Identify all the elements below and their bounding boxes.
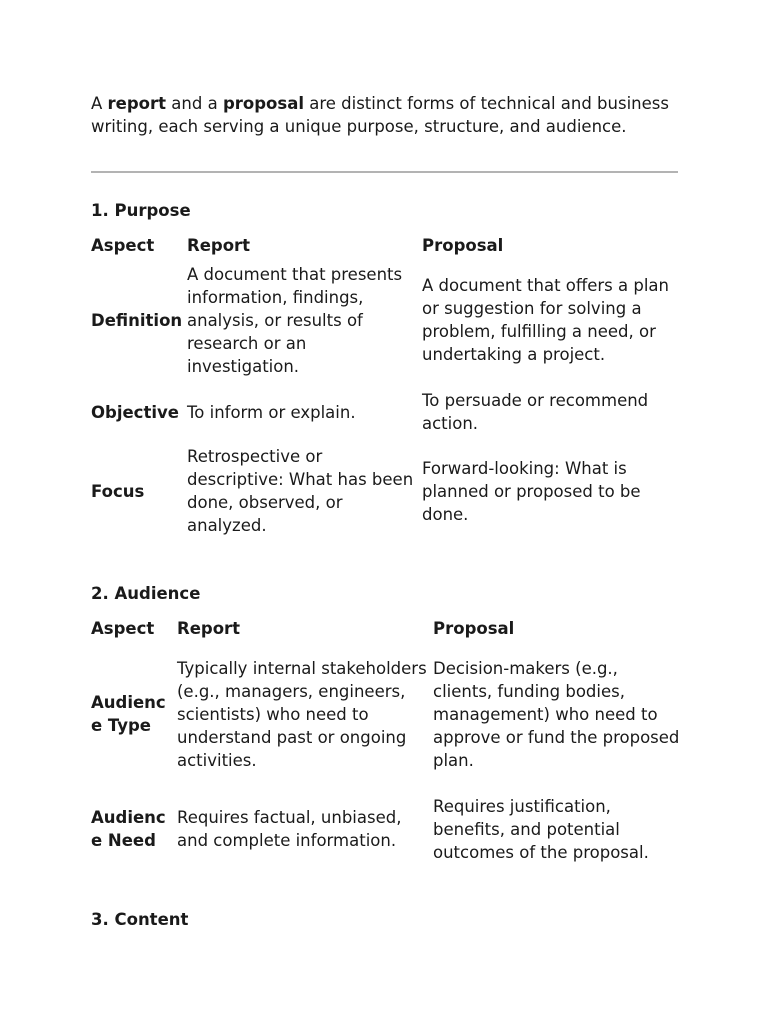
row-report: A document that presents information, findings, analysis, or results of research or an investigation. [187,264,403,376]
row-report: Retrospective or descriptive: What has been done, observed, or analyzed. [187,447,414,535]
row-report: Typically internal stakeholders (e.g., managers, engineers, scientists) who need to understand past or ongoing activities. [177,658,427,770]
intro-term-report: report [107,94,167,113]
row-proposal: To persuade or recommend action. [422,391,649,433]
row-aspect: Definition [91,310,183,330]
row-report: Requires factual, unbiased, and complete information. [177,808,402,850]
intro-text: and a [166,94,223,113]
intro-term-proposal: proposal [222,94,304,113]
table-row [89,257,682,383]
column-header-aspect: Aspect [91,619,155,638]
row-aspect: Objective [91,402,179,422]
row-proposal: Decision-makers (e.g., clients, funding bodies, management) who need to approve or fund the proposed plan. [433,658,680,770]
section-heading-content: 3. Content [91,910,189,929]
row-proposal: Forward-looking: What is planned or proposed to be done. [422,458,641,524]
table-header-row [89,234,682,257]
intro-text: A [91,94,108,113]
horizontal-divider [91,171,678,173]
row-aspect: Audience Type [91,693,166,735]
column-header-proposal: Proposal [422,236,504,255]
purpose-table [89,234,682,541]
table-row [89,441,682,541]
row-proposal: Requires justification, benefits, and potential outcomes of the proposal. [433,796,649,862]
table-row [89,383,682,441]
row-report: To inform or explain. [187,402,356,422]
section-heading-audience: 2. Audience [91,584,201,603]
column-header-report: Report [177,619,241,638]
row-aspect: Audience Need [91,808,166,850]
column-header-proposal: Proposal [433,619,515,638]
column-header-aspect: Aspect [91,236,155,255]
intro-paragraph [91,92,681,138]
section-heading-purpose: 1. Purpose [91,201,191,220]
table-row [89,788,683,870]
row-proposal: A document that offers a plan or suggestion for solving a problem, fulfilling a need, or undertaking a project. [422,276,670,364]
table-header-row [89,617,683,640]
row-aspect: Focus [91,481,145,501]
column-header-report: Report [187,236,251,255]
audience-table [89,617,683,870]
intro-text: are distinct forms of technical and business writing, each serving a unique purpose, structure, and audience. [91,94,669,136]
table-row [89,640,683,788]
